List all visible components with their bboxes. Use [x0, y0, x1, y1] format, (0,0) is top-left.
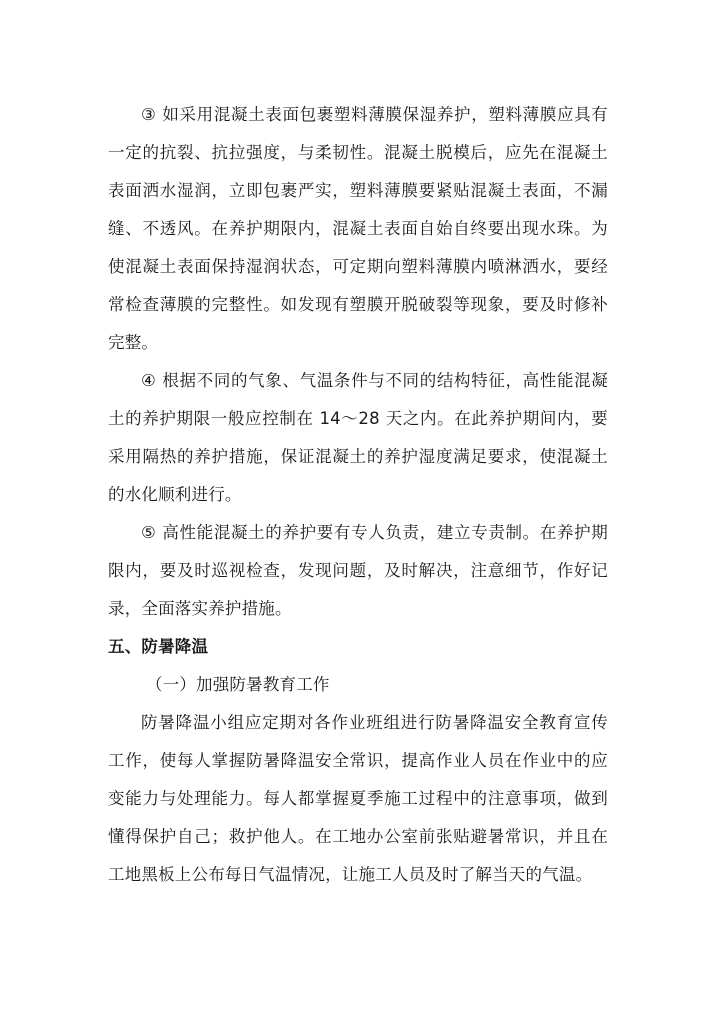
section-heading: 五、防暑降温: [108, 637, 209, 656]
paragraph-curing-period: ④ 根据不同的气象、气温条件与不同的结构特征，高性能混凝土的养护期限一般应控制在 14～28 天之内。在此养护期间内，要采用隔热的养护措施，保证混凝土的养护湿度满足要求，使混凝土的水化顺利进行。: [108, 371, 608, 504]
paragraph-curing-responsibility: ⑤ 高性能混凝土的养护要有专人负责，建立专责制。在养护期限内，要及时巡视检查，发现问题，及时解决，注意细节，作好记录，全面落实养护措施。: [108, 523, 608, 618]
subsection-heading: （一）加强防暑教育工作: [145, 675, 330, 694]
document-page: [108, 96, 608, 894]
paragraph-curing-film: ③ 如采用混凝土表面包裹塑料薄膜保湿养护，塑料薄膜应具有一定的抗裂、抗拉强度，与柔韧性。混凝土脱模后，应先在混凝土表面洒水湿润，立即包裹严实，塑料薄膜要紧贴混凝土表面，不漏缝、不透风。在养护期限内，混凝土表面自始自终要出现水珠。为使混凝土表面保持湿润状态，可定期向塑料薄膜内喷淋洒水，要经常检查薄膜的完整性。如发现有塑膜开脱破裂等现象，要及时修补完整。: [108, 105, 608, 352]
paragraph-heat-education: 防暑降温小组应定期对各作业班组进行防暑降温安全教育宣传工作，使每人掌握防暑降温安全常识，提高作业人员在作业中的应变能力与处理能力。每人都掌握夏季施工过程中的注意事项，做到懂得保护自己；救护他人。在工地办公室前张贴避暑常识，并且在工地黑板上公布每日气温情况，让施工人员及时了解当天的气温。: [108, 713, 608, 884]
